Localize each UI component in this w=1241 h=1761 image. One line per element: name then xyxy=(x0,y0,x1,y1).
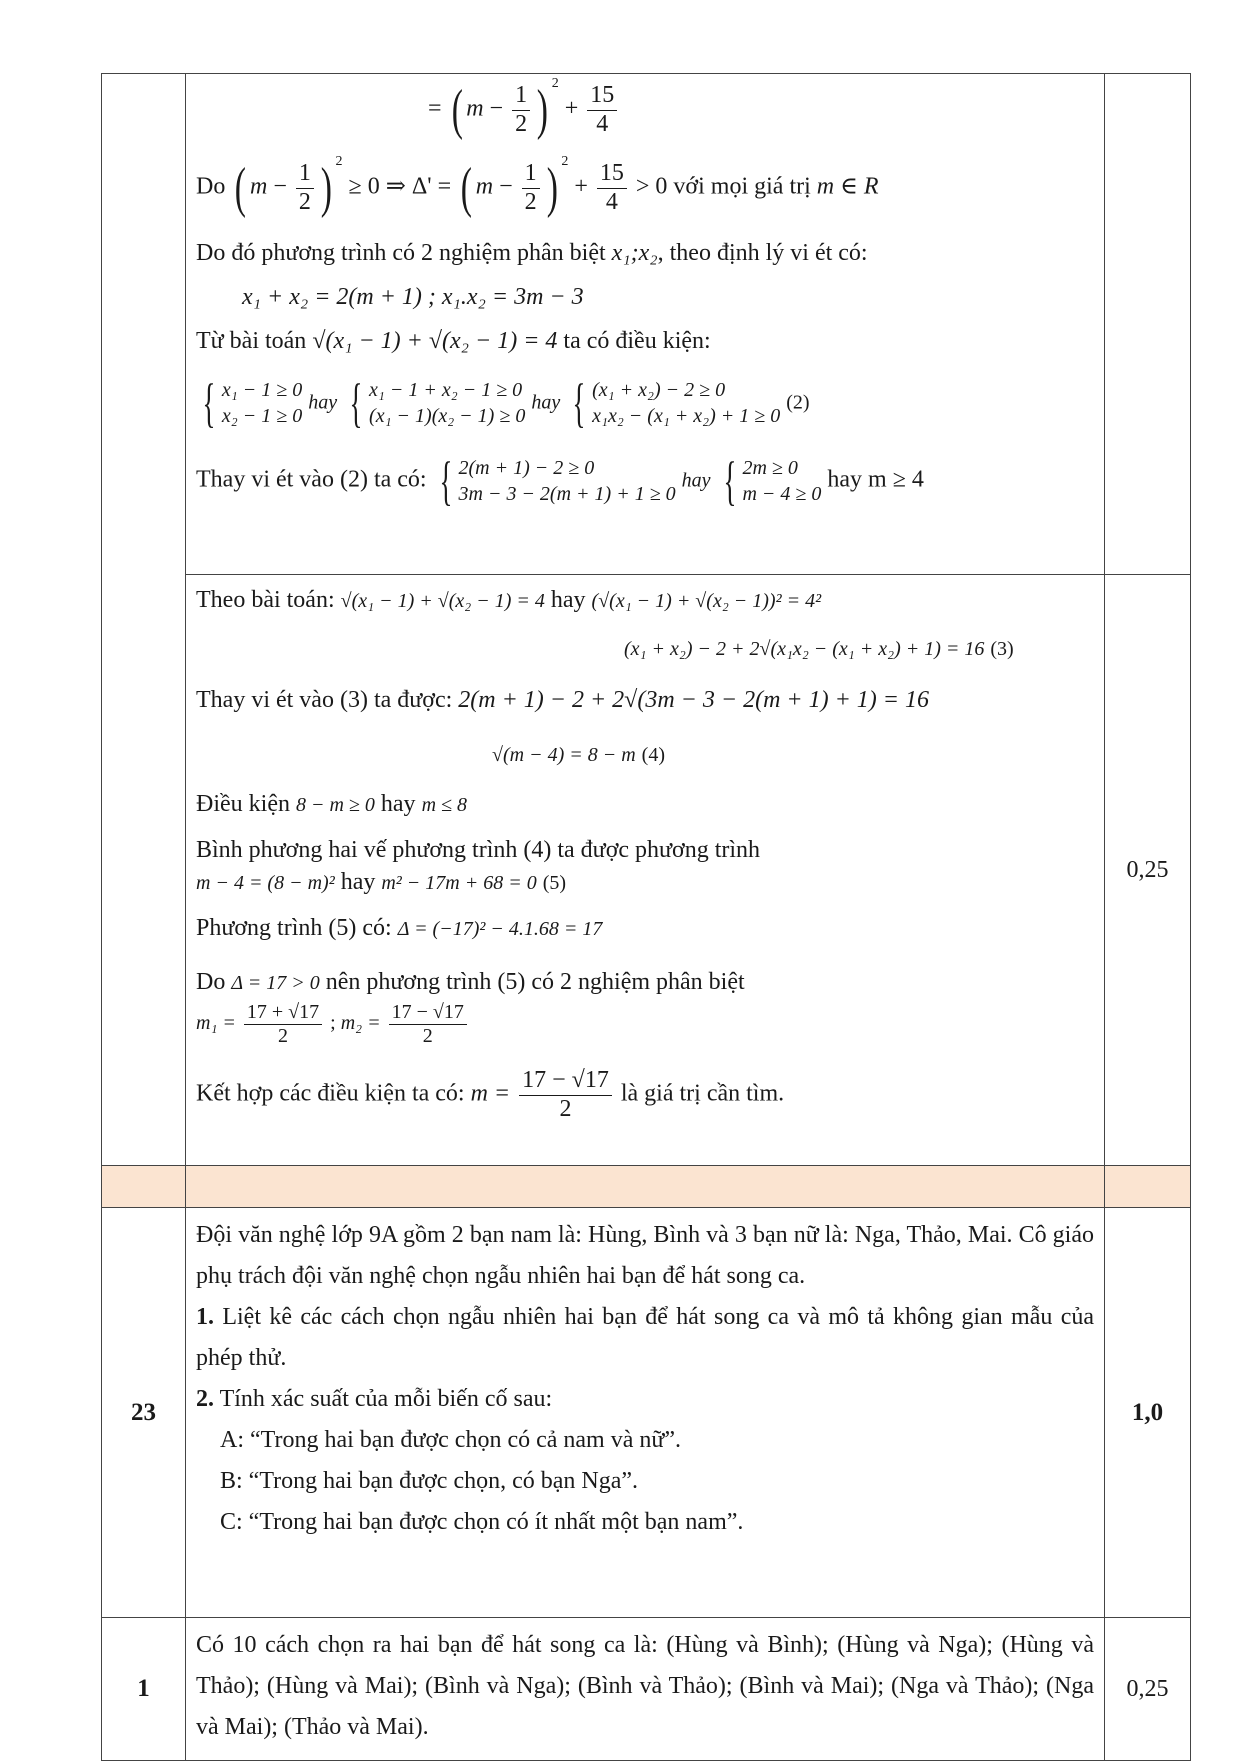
answer-table xyxy=(101,73,1191,1761)
eq3-line: (x₁ + x₂) − 2 + 2√(x₁x₂ − (x₁ + x₂) + 1) = 16 (3) xyxy=(624,638,1014,660)
text-cond-tail: ta có điều kiện: xyxy=(563,328,711,354)
text-eq4-label: (4) xyxy=(641,744,665,766)
text-vieta-eq: x₁ + x₂ = 2(m + 1) ; x₁.x₂ = 3m − 3 xyxy=(242,284,584,310)
text-vieta-tail: , theo định lý vi ét có: xyxy=(657,240,868,266)
text-vieta-intro: Do đó phương trình có 2 nghiệm phân biệt xyxy=(196,240,606,266)
eq5-line: m − 4 = (8 − m)² hay m² − 17m + 68 = 0 (5) xyxy=(196,869,567,895)
square-line xyxy=(196,837,1094,869)
event-b: B: “Trong hai bạn được chọn, có bạn Nga”. xyxy=(220,1468,639,1494)
condition-line xyxy=(196,791,1094,837)
question-number-cell xyxy=(102,1618,186,1761)
text-vars: x₁;x₂ xyxy=(611,240,658,266)
solution-cell xyxy=(186,74,1105,575)
question-number-cell xyxy=(102,74,186,575)
text-set: m ∈ R xyxy=(816,173,879,200)
score-cell xyxy=(1105,1618,1191,1761)
text-dk-label: Điều kiện xyxy=(196,791,290,817)
discriminant-line: Do ( m − $\frac{1}{2}$ ) $^2$ ≥ 0 ⇒ Δ' = ( m − $\frac{1}{2}$ ) $^2$ + $\frac{15}{4}$ > 0 với mọi giá trị m ∈ R xyxy=(196,154,879,220)
substitution-line: Thay vi ét vào (2) ta có: { 2(m + 1) − 2 ≥ 0 3m − 3 − 2(m + 1) + 1 ≥ 0 hay { 2m ≥ 0 m − 4 ≥ 0 hay m ≥ 4 xyxy=(196,451,924,511)
score-cell xyxy=(1105,1208,1191,1618)
part-text: Tính xác suất của mỗi biến cố sau: xyxy=(214,1386,553,1412)
text-hay: hay xyxy=(531,391,561,414)
problem-line: Theo bài toán: √(x₁ − 1) + √(x₂ − 1) = 4 hay (√(x₁ − 1) + √(x₂ − 1))² = 4² xyxy=(196,587,822,613)
question-number-cell xyxy=(102,575,186,1166)
pt5-line: Phương trình (5) có: Δ = (−17)² − 4.1.68 = 17 xyxy=(196,915,603,941)
question-part-2 xyxy=(196,1379,1094,1420)
formula-line: = ( m − $\frac{1}{2}$ ) $^2$ + $\frac{15}{4}$ xyxy=(196,82,1094,154)
delta-line: Do Δ = 17 > 0 nên phương trình (5) có 2 nghiệm phân biệt xyxy=(196,969,745,995)
separator-cell xyxy=(186,1166,1105,1208)
score-value: 0,25 xyxy=(1126,856,1169,883)
text-ket-hop: Kết hợp các điều kiện ta có: xyxy=(196,1080,465,1107)
table-row xyxy=(102,74,1191,575)
score-value: 0,25 xyxy=(1126,1675,1169,1702)
sub3-line: Thay vi ét vào (3) ta được: 2(m + 1) − 2 + 2√(3m − 3 − 2(m + 1) + 1) = 16 xyxy=(196,687,929,713)
text-hay: hay xyxy=(550,587,586,613)
text-for-all: với mọi giá trị xyxy=(673,173,811,200)
question-cell xyxy=(186,1208,1105,1618)
table-row xyxy=(102,1208,1191,1618)
score-cell xyxy=(1105,74,1191,575)
text-do: Do xyxy=(196,969,226,995)
question-number: 23 xyxy=(131,1398,156,1426)
text-hay: hay xyxy=(340,869,376,895)
answer-cell xyxy=(186,1618,1105,1761)
text-theo-eq: √(x₁ − 1) + √(x₂ − 1) = 4 xyxy=(340,590,545,612)
text-eq2-label: (2) xyxy=(786,391,810,414)
question-part-1 xyxy=(196,1297,1094,1379)
text-pt5: Phương trình (5) có: xyxy=(196,915,392,941)
text-sub-result: hay m ≥ 4 xyxy=(827,466,924,493)
text-dk-eq: 8 − m ≥ 0 xyxy=(295,794,375,816)
solution-cell xyxy=(186,575,1105,1166)
eq4-line: √(m − 4) = 8 − m (4) xyxy=(492,744,665,766)
text-dk-res: m ≤ 8 xyxy=(421,794,467,816)
system-line: { x₁ − 1 ≥ 0 x₂ − 1 ≥ 0 hay { x₁ − 1 + x₂ − 1 ≥ 0 (x₁ − 1)(x₂ − 1) ≥ 0 hay { (x₁ + x₂) − 2 ≥ 0 x₁x₂ − (x₁ + x₂) + 1 ≥ 0 (2) xyxy=(202,373,810,433)
table-row xyxy=(102,1618,1191,1761)
question-intro: Đội văn nghệ lớp 9A gồm 2 bạn nam là: Hùng, Bình và 3 bạn nữ là: Nga, Thảo, Mai. Cô giáo phụ trách đội văn nghệ chọn ngẫu nhiên hai bạn để hát song ca. xyxy=(196,1222,1094,1289)
text-hay: hay xyxy=(308,391,338,414)
separator-cell xyxy=(1105,1166,1191,1208)
table-row xyxy=(102,575,1191,1166)
score-value: 1,0 xyxy=(1131,1398,1164,1426)
result-line: Kết hợp các điều kiện ta có: m = $\frac{17 - √17}{2}$ là giá trị cần tìm. xyxy=(196,1067,785,1122)
vieta-eq-line xyxy=(196,284,1094,328)
text-eq5-label: (5) xyxy=(542,872,567,894)
condition-line xyxy=(196,328,1094,376)
text-delta-tail: nên phương trình (5) có 2 nghiệm phân biệt xyxy=(325,969,745,995)
text-ket-hop-tail: là giá trị cần tìm. xyxy=(620,1080,785,1107)
part-number: 1. xyxy=(196,1304,214,1330)
text-sub-intro: Thay vi ét vào (2) ta có: xyxy=(196,466,427,493)
question-number-cell xyxy=(102,1208,186,1618)
event-a: A: “Trong hai bạn được chọn có cả nam và nữ”. xyxy=(220,1427,682,1453)
vieta-intro-line xyxy=(196,240,1094,284)
score-cell xyxy=(1105,575,1191,1166)
text-hay: hay xyxy=(380,791,416,817)
text-from-problem: Từ bài toán xyxy=(196,328,307,354)
answer-text: Có 10 cách chọn ra hai bạn để hát song ca là: (Hùng và Bình); (Hùng và Nga); (Hùng và Thảo); (Hùng và Mai); (Bình và Nga); (Bình và Thảo); (Bình và Mai); (Nga và Thảo); (Nga và Mai); (Thảo và Mai). xyxy=(196,1632,1094,1740)
text-square: Bình phương hai vế phương trình (4) ta được phương trình xyxy=(196,837,761,863)
roots-line: m₁ = $\frac{17 + √17}{2}$ ; m₂ = $\frac{17 - √17}{2}$ xyxy=(196,1001,1094,1067)
text-eq3-label: (3) xyxy=(990,638,1014,660)
text-do: Do xyxy=(196,173,226,200)
text-hay: hay xyxy=(681,469,711,492)
text-from-problem-eq: √(x₁ − 1) + √(x₂ − 1) = 4 xyxy=(312,328,558,354)
event-c: C: “Trong hai bạn được chọn có ít nhất một bạn nam”. xyxy=(220,1509,744,1535)
separator-cell xyxy=(102,1166,186,1208)
text-sub3: Thay vi ét vào (3) ta được: xyxy=(196,687,453,713)
part-text: Liệt kê các cách chọn ngẫu nhiên hai bạn để hát song ca và mô tả không gian mẫu của phép thử. xyxy=(196,1304,1094,1371)
question-number: 1 xyxy=(137,1675,150,1702)
text-theo: Theo bài toán: xyxy=(196,587,335,613)
separator-row xyxy=(102,1166,1191,1208)
part-number: 2. xyxy=(196,1386,214,1412)
